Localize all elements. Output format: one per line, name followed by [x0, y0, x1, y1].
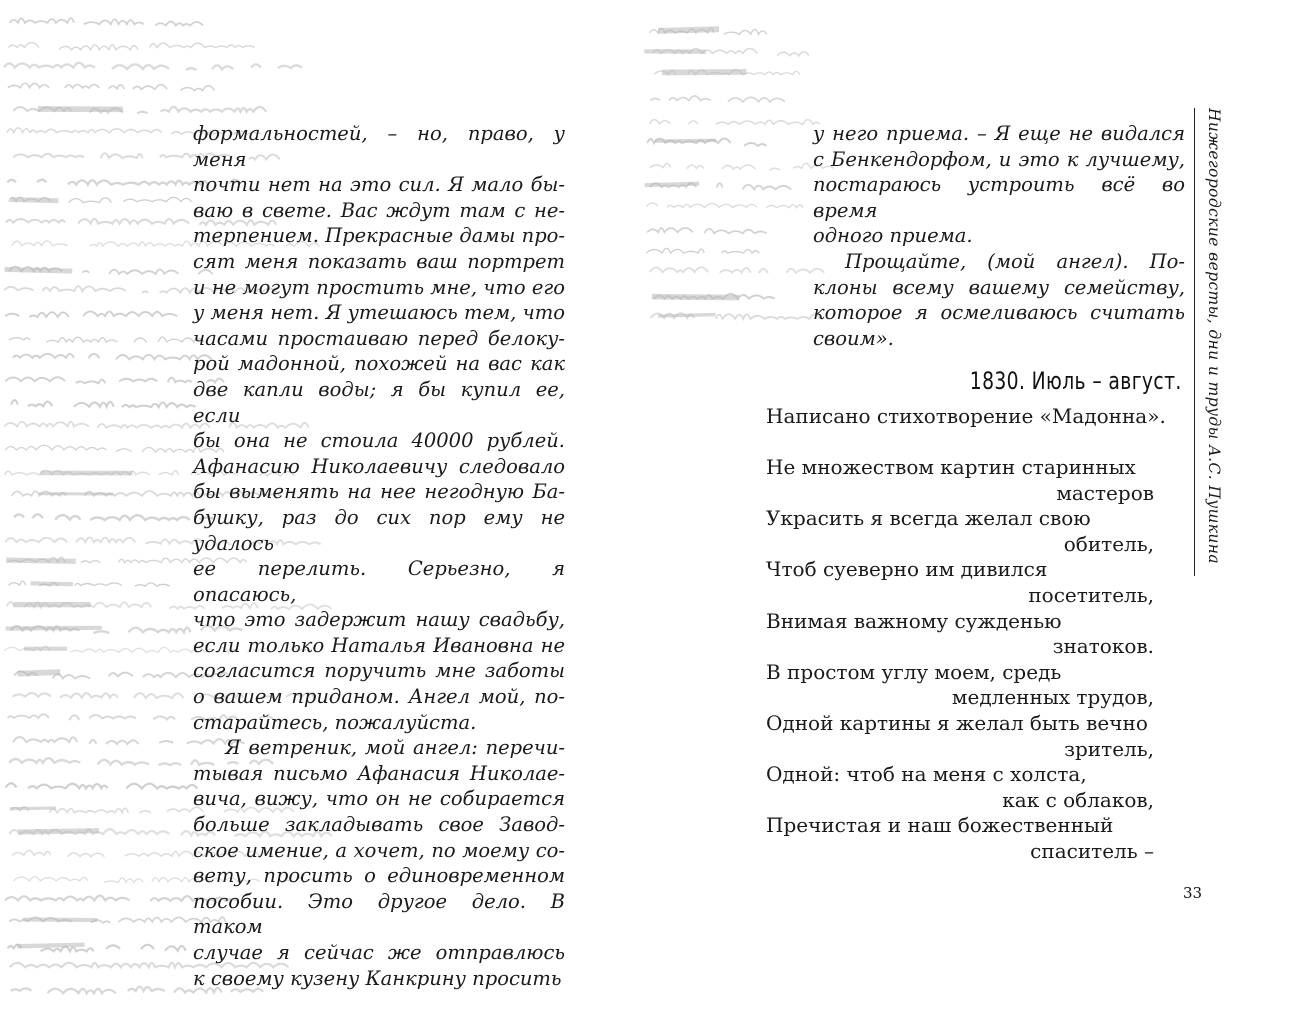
- poem-line-continuation: обитель,: [1063, 531, 1154, 556]
- text-line: бы она не стоила 40000 рублей.: [193, 429, 565, 453]
- handwriting-strike: [6, 628, 102, 629]
- text-line: две капли воды; я бы купил ее, если: [193, 377, 565, 427]
- poem-line: Одной картины я желал быть вечно: [766, 710, 1148, 735]
- handwriting-strike: [652, 297, 739, 298]
- handwriting-strike: [18, 672, 61, 674]
- paragraph: [813, 249, 1185, 351]
- text-line: рой мадонной, похожей на вас как: [193, 352, 565, 376]
- handwriting-stroke: [647, 203, 804, 208]
- text-line: тывая письмо Афанасия Николае-: [193, 761, 565, 785]
- poem-intro: Написано стихотворение «Мадонна».: [766, 404, 1166, 428]
- text-line: вича, вижу, что он не собирается: [193, 787, 565, 811]
- text-line: бы выменять на нее негодную Ба-: [193, 480, 565, 504]
- handwriting-strike: [658, 315, 716, 317]
- left-page-body: [193, 121, 565, 991]
- handwriting-stroke: [11, 400, 195, 407]
- text-line: сят меня показать ваш портрет: [193, 249, 565, 273]
- text-line: постараюсь устроить всё во время: [813, 173, 1185, 222]
- handwriting-stroke: [5, 311, 196, 317]
- handwriting-stroke: [650, 120, 820, 125]
- handwriting-stroke: [5, 445, 224, 452]
- handwriting-strike: [5, 269, 73, 271]
- poem-line-continuation: мастеров: [1056, 480, 1154, 505]
- poem-line: Внимая важному сужденью: [766, 608, 1062, 633]
- text-line: что это задержит нашу свадьбу,: [193, 608, 565, 632]
- paragraph: [813, 121, 1185, 249]
- text-line: у него приема. – Я еще не видался: [813, 122, 1185, 145]
- poem-line: В простом углу моем, средь: [766, 659, 1062, 684]
- handwriting-strike: [645, 184, 700, 186]
- handwriting-strike: [655, 140, 716, 141]
- text-line: и не могут простить мне, что его: [193, 275, 565, 299]
- poem-line-continuation: медленных трудов,: [951, 685, 1154, 710]
- handwriting-stroke: [6, 783, 198, 788]
- handwriting-stroke: [650, 96, 801, 103]
- handwriting-strike: [31, 583, 73, 584]
- text-line: ское имение, а хочет, по моему со-: [193, 838, 565, 862]
- text-line: если только Наталья Ивановна не: [193, 633, 565, 657]
- handwriting-stroke: [13, 354, 212, 360]
- handwriting-strike: [17, 945, 85, 947]
- text-line: ее перелить. Серьезно, я опасаюсь,: [193, 557, 565, 606]
- text-line: одного приема.: [813, 224, 973, 248]
- text-line: часами простаиваю перед белоку-: [193, 326, 565, 350]
- text-line: больше закладывать свое Завод-: [193, 813, 565, 837]
- handwriting-strike: [658, 29, 719, 31]
- text-line: терпением. Прекрасные дамы про-: [193, 224, 565, 248]
- poem-line-continuation: как с облаков,: [1002, 787, 1154, 812]
- poem-line: Пречистая и наш божественный: [766, 813, 1114, 838]
- handwriting-stroke: [650, 163, 833, 170]
- text-line: ваю в свете. Вас ждут там с не-: [193, 198, 565, 222]
- text-line: о вашем приданом. Ангел мой, по-: [193, 685, 565, 709]
- handwriting-stroke: [8, 83, 215, 91]
- running-title: [1200, 108, 1228, 584]
- poem-line: Одной: чтоб на меня с холста,: [766, 762, 1087, 787]
- handwriting-strike: [10, 200, 58, 201]
- text-line: Афанасию Николаевичу следовало: [193, 454, 565, 478]
- poem-line: Чтоб суеверно им дивился: [766, 557, 1048, 582]
- date-heading: 1830. Июль – август.: [970, 367, 1182, 395]
- running-title-rule: [1194, 108, 1195, 576]
- text-line: вету, просить о единовременном: [193, 864, 565, 888]
- running-title-text: Нижегородские версты, дни и труды А.С. Пушкина: [1205, 108, 1223, 565]
- poem-line-continuation: знатоков.: [1052, 634, 1154, 659]
- text-line: с Бенкендорфом, и это к лучшему,: [813, 147, 1185, 171]
- text-line: которое я осмеливаюсь считать: [813, 301, 1185, 325]
- text-line: Я ветреник, мой ангел: перечи-: [225, 736, 565, 760]
- handwriting-stroke: [9, 337, 204, 342]
- page-number: 33: [1183, 884, 1203, 902]
- text-line: клоны всему вашему семейству,: [813, 275, 1185, 299]
- paragraph: [193, 121, 565, 735]
- text-line: Прощайте, (мой ангел). По-: [845, 249, 1185, 273]
- handwriting-strike: [10, 808, 56, 809]
- handwriting-strike: [662, 72, 746, 73]
- text-line: бушку, раз до сих пор ему не удалось: [193, 505, 565, 555]
- text-line: случае я сейчас же отправлюсь: [193, 941, 565, 964]
- text-line: почти нет на это сил. Я мало бы-: [193, 173, 565, 197]
- handwriting-stroke: [646, 248, 759, 253]
- poem-line-continuation: зритель,: [1064, 736, 1154, 761]
- text-line: старайтесь, пожалуйста.: [193, 710, 477, 734]
- poem-line-continuation: посетитель,: [1028, 582, 1154, 607]
- handwriting-stroke: [10, 18, 216, 26]
- paragraph: [193, 735, 565, 991]
- poem-line: Не множеством картин старинных: [766, 455, 1136, 479]
- handwriting-stroke: [647, 228, 767, 233]
- text-line: формальностей, – но, право, у меня: [193, 122, 565, 171]
- poem-line-continuation: спаситель –: [1030, 838, 1154, 863]
- text-line: к своему кузену Канкрину просить: [193, 966, 562, 990]
- handwriting-strike: [18, 831, 99, 832]
- poem: [766, 455, 1154, 865]
- text-line: пособии. Это другое дело. В таком: [193, 889, 565, 939]
- handwriting-strike: [23, 920, 97, 921]
- poem-line: Украсить я всегда желал свою: [766, 506, 1091, 531]
- handwriting-stroke: [9, 43, 255, 50]
- handwriting-strike: [6, 560, 76, 561]
- handwriting-stroke: [4, 63, 302, 70]
- text-line: согласится поручить мне заботы: [193, 659, 565, 683]
- handwriting-stroke: [5, 377, 224, 383]
- text-line: своим».: [813, 326, 894, 350]
- text-line: у меня нет. Я утешаюсь тем, что: [193, 301, 565, 325]
- right-page-letter: [813, 121, 1185, 351]
